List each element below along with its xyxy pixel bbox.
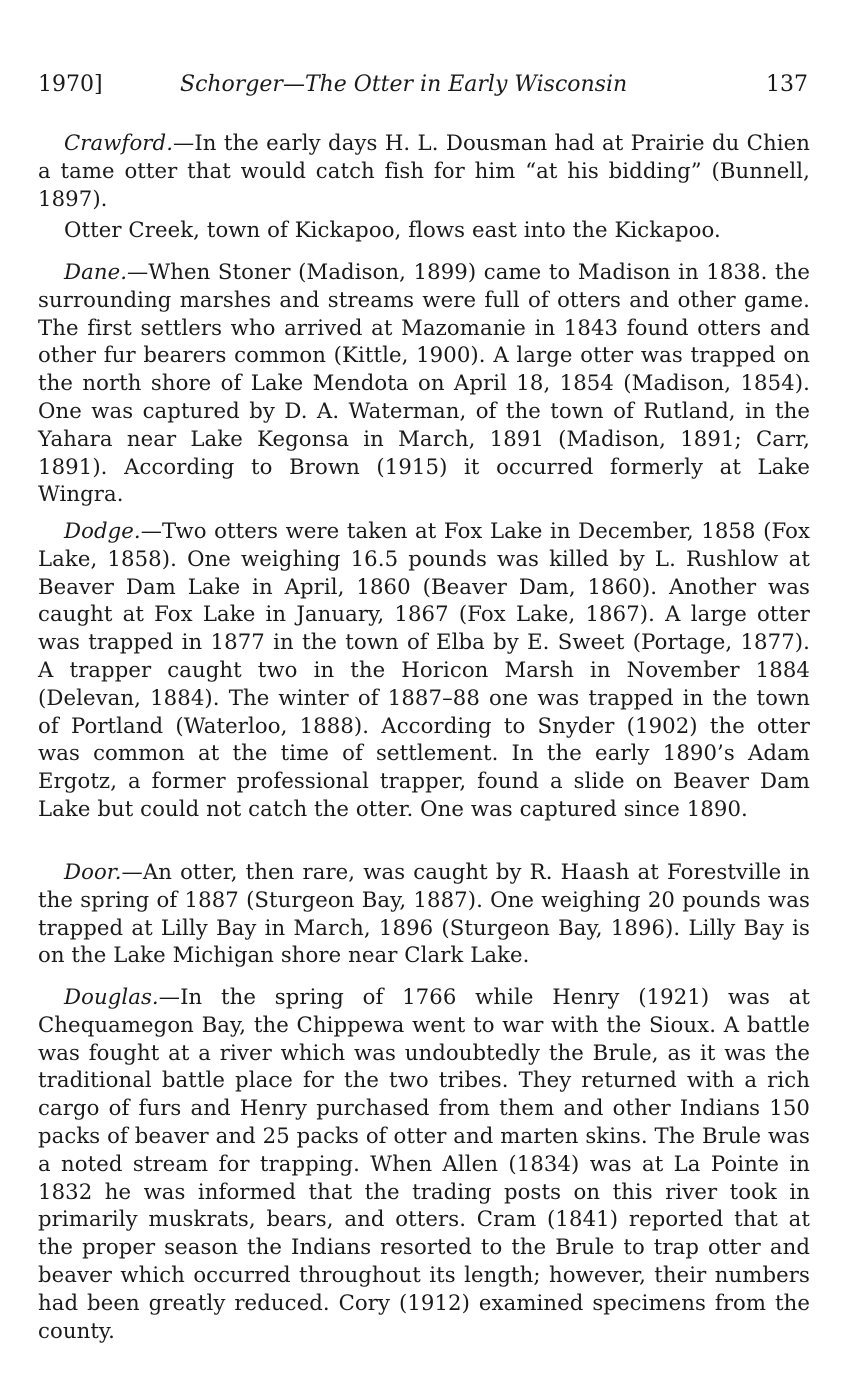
county-heading-dane: Dane. <box>64 259 128 284</box>
paragraph-text-douglas: —In the spring of 1766 while Henry (1921) was at Chequamegon Bay, the Chippewa went to war with the Sioux. A battle was fought at a river which was undoubtedly the Brule, as it was the traditional battle place for the two tribes. They returned with a rich cargo of furs and Henry purchased from them and other Indians 150 packs of beaver and 25 packs of otter and marten skins. The Brule was a noted stream for trapping. When Allen (1834) was at La Pointe in 1832 he was informed that the trading posts on this river took in primarily muskrats, bears, and otters. Cram (1841) reported that at the proper season the Indians resorted to the Brule to trap otter and beaver which occurred throughout its length; however, their numbers had been greatly reduced. Cory (1912) examined specimens from the county. <box>38 984 810 1343</box>
paragraph-text-door: —An otter, then rare, was caught by R. Haash at Forestville in the spring of 1887 (Sturgeon Bay, 1887). One weighing 20 pounds was trapped at Lilly Bay in March, 1896 (Sturgeon Bay, 1896). Lilly Bay is on the Lake Michigan shore near Clark Lake. <box>38 859 810 968</box>
paragraph-dane <box>38 258 810 508</box>
paragraph-text-crawford: —In the early days H. L. Dousman had at Prairie du Chien a tame otter that would catch fish for him “at his bidding” (Bunnell, 1897). <box>38 130 810 211</box>
paragraph-otter-creek <box>38 216 810 244</box>
county-heading-dodge: Dodge. <box>64 518 141 543</box>
county-heading-douglas: Douglas. <box>64 984 159 1009</box>
paragraph-crawford <box>38 129 810 212</box>
paragraph-douglas <box>38 983 810 1344</box>
paragraph-text-dodge: —Two otters were taken at Fox Lake in December, 1858 (Fox Lake, 1858). One weighing 16.5 pounds was killed by L. Rushlow at Beaver Dam Lake in April, 1860 (Beaver Dam, 1860). Another was caught at Fox Lake in January, 1867 (Fox Lake, 1867). A large otter was trapped in 1877 in the town of Elba by E. Sweet (Portage, 1877). A trapper caught two in the Horicon Marsh in November 1884 (Delevan, 1884). The winter of 1887–88 one was trapped in the town of Portland (Waterloo, 1888). According to Snyder (1902) the otter was common at the time of settlement. In the early 1890’s Adam Ergotz, a former professional trapper, found a slide on Beaver Dam Lake but could not catch the otter. One was captured since 1890. <box>38 518 810 821</box>
header-title: Schorger—The Otter in Early Wisconsin <box>180 72 628 97</box>
county-heading-door: Door. <box>64 859 122 884</box>
running-header <box>38 72 808 106</box>
paragraph-text-otter-creek: Otter Creek, town of Kickapoo, flows east into the Kickapoo. <box>64 217 721 242</box>
header-year: 1970] <box>38 72 103 97</box>
paragraph-text-dane: —When Stoner (Madison, 1899) came to Madison in 1838. the surrounding marshes and streams were full of otters and other game. The first settlers who arrived at Mazomanie in 1843 found otters and other fur bearers common (Kittle, 1900). A large otter was trapped on the north shore of Lake Mendota on April 18, 1854 (Madison, 1854). One was captured by D. A. Waterman, of the town of Rutland, in the Yahara near Lake Kegonsa in March, 1891 (Madison, 1891; Carr, 1891). According to Brown (1915) it occurred formerly at Lake Wingra. <box>38 259 810 507</box>
county-heading-crawford: Crawford. <box>64 130 174 155</box>
page-number: 137 <box>766 72 808 97</box>
paragraph-door <box>38 858 810 969</box>
paragraph-dodge <box>38 517 810 823</box>
